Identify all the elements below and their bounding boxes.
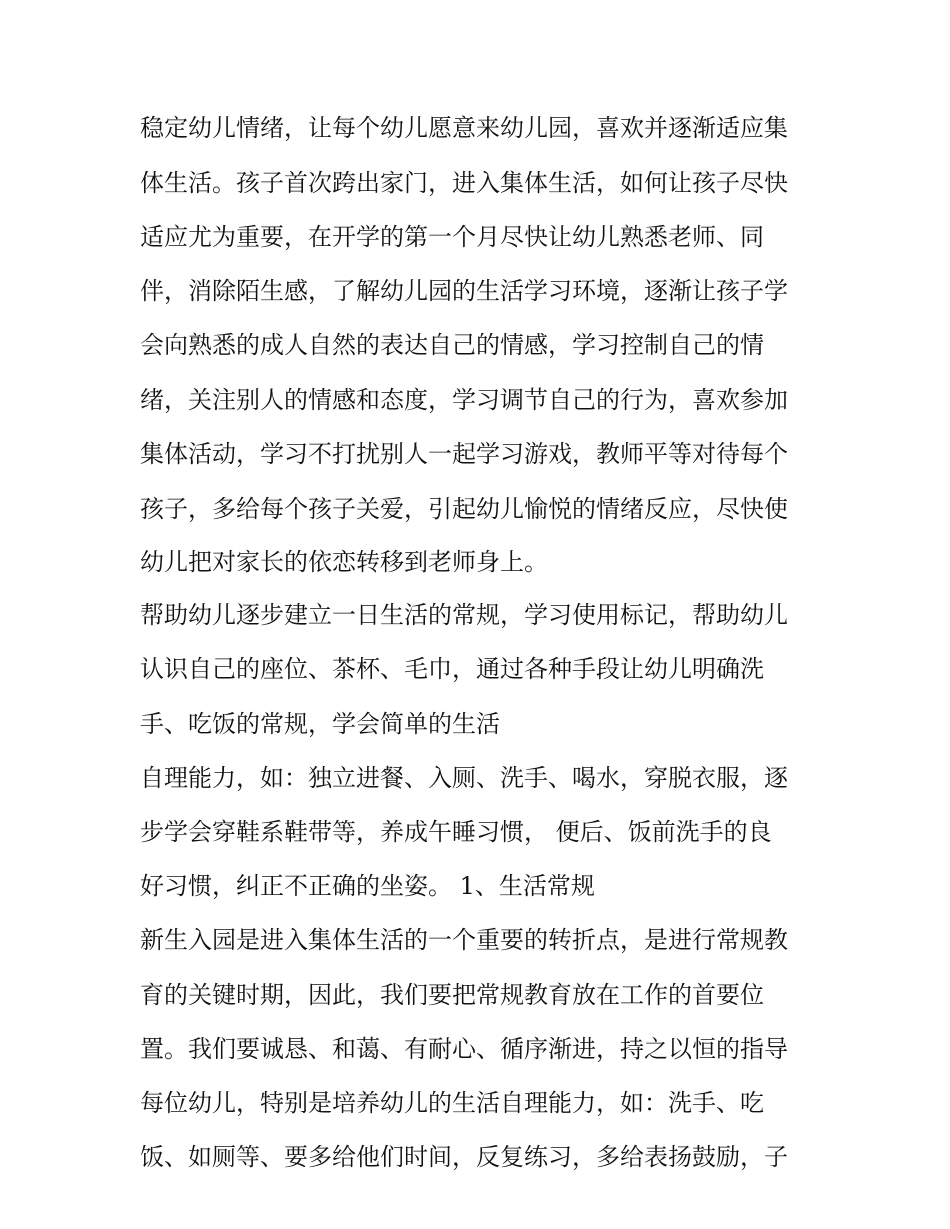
text-line: 绪，关注别人的情感和态度，学习调节自己的行为，喜欢参加 [140, 386, 788, 414]
text-line: 步学会穿鞋系鞋带等，养成午睡习惯， 便后、饭前洗手的良 [140, 818, 772, 846]
text-line: 幼儿把对家长的依恋转移到老师身上。 [140, 548, 548, 576]
text-line: 认识自己的座位、茶杯、毛巾，通过各种手段让幼儿明确洗 [140, 655, 764, 683]
text-line: 体生活。孩子首次跨出家门，进入集体生活，如何让孩子尽快 [140, 169, 788, 197]
text-line: 新生入园是进入集体生活的一个重要的转折点，是进行常规教 [140, 926, 788, 954]
text-line: 育的关键时期，因此，我们要把常规教育放在工作的首要位 [140, 981, 764, 1009]
text-line: 稳定幼儿情绪，让每个幼儿愿意来幼儿园，喜欢并逐渐适应集 [140, 114, 788, 142]
text-line: 集体活动，学习不打扰别人一起学习游戏，教师平等对待每个 [140, 440, 788, 468]
text-line: 自理能力，如：独立进餐、入厕、洗手、喝水，穿脱衣服，逐 [140, 764, 788, 792]
text-line: 饭、如厕等、要多给他们时间，反复练习，多给表扬鼓励，子 [140, 1143, 788, 1171]
text-line: 每位幼儿，特别是培养幼儿的生活自理能力，如：洗手、吃 [140, 1089, 764, 1117]
text-line: 帮助幼儿逐步建立一日生活的常规，学习使用标记，帮助幼儿 [140, 601, 788, 629]
text-line: 好习惯，纠正不正确的坐姿。 1、生活常规 [140, 872, 595, 900]
text-line: 伴，消除陌生感，了解幼儿园的生活学习环境，逐渐让孩子学 [140, 277, 788, 305]
text-line: 孩子，多给每个孩子关爱，引起幼儿愉悦的情绪反应，尽快使 [140, 495, 788, 523]
text-line: 适应尤为重要，在开学的第一个月尽快让幼儿熟悉老师、同 [140, 223, 764, 251]
text-line: 置。我们要诚恳、和蔼、有耐心、循序渐进，持之以恒的指导 [140, 1035, 788, 1063]
text-line: 手、吃饭的常规，学会简单的生活 [140, 710, 500, 738]
text-line: 会向熟悉的成人自然的表达自己的情感，学习控制自己的情 [140, 331, 764, 359]
